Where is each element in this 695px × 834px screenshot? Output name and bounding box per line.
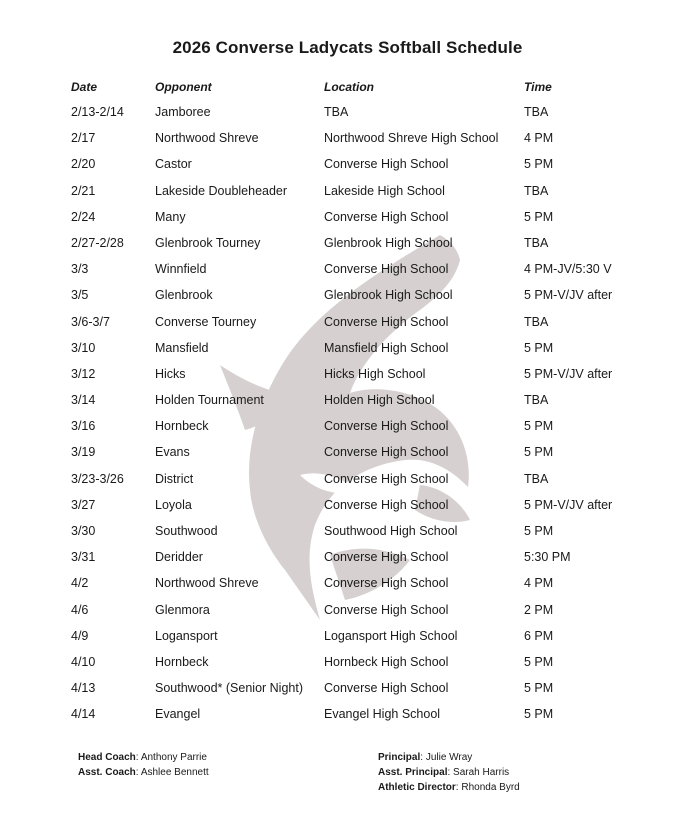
cell-opponent: Holden Tournament xyxy=(155,393,264,408)
staff-line: Asst. Coach: Ashlee Bennett xyxy=(78,767,209,778)
cell-date: 4/6 xyxy=(71,602,89,617)
cell-location: Converse High School xyxy=(324,681,449,696)
table-row xyxy=(0,445,695,471)
cell-location: Converse High School xyxy=(324,471,449,486)
cell-location: Lakeside High School xyxy=(324,183,445,198)
cell-location: Northwood Shreve High School xyxy=(324,131,499,146)
table-row xyxy=(0,655,695,681)
cell-opponent: Glenbrook xyxy=(155,288,213,303)
table-row xyxy=(0,576,695,602)
cell-date: 3/23-3/26 xyxy=(71,471,124,486)
cell-opponent: Converse Tourney xyxy=(155,314,257,329)
cell-opponent: Glenmora xyxy=(155,602,210,617)
cell-time: 5:30 PM xyxy=(524,550,571,565)
cell-opponent: Mansfield xyxy=(155,340,209,355)
cell-location: Converse High School xyxy=(324,445,449,460)
cell-time: 4 PM-JV/5:30 V xyxy=(524,262,612,277)
cell-time: TBA xyxy=(524,314,549,329)
staff-line: Principal: Julie Wray xyxy=(378,752,473,763)
header-time: Time xyxy=(524,80,552,94)
cell-time: TBA xyxy=(524,393,549,408)
schedule-table xyxy=(0,105,695,734)
cell-date: 2/24 xyxy=(71,209,96,224)
table-row xyxy=(0,236,695,262)
staff-line: Head Coach: Anthony Parrie xyxy=(78,752,207,763)
cell-time: TBA xyxy=(524,105,549,119)
cell-time: 5 PM-V/JV after xyxy=(524,497,613,512)
cell-date: 3/5 xyxy=(71,288,89,303)
cell-date: 3/10 xyxy=(71,340,96,355)
header-location: Location xyxy=(324,80,374,94)
schedule-header-row xyxy=(0,80,695,96)
table-row xyxy=(0,603,695,629)
cell-date: 2/13-2/14 xyxy=(71,105,124,119)
cell-date: 4/2 xyxy=(71,576,89,591)
cell-date: 3/16 xyxy=(71,419,96,434)
cell-date: 2/17 xyxy=(71,131,96,146)
table-row xyxy=(0,629,695,655)
cell-location: Converse High School xyxy=(324,419,449,434)
cell-opponent: Hornbeck xyxy=(155,419,209,434)
cell-time: 5 PM-V/JV after xyxy=(524,366,613,381)
cell-date: 3/6-3/7 xyxy=(71,314,110,329)
cell-opponent: Castor xyxy=(155,157,192,172)
cell-time: 6 PM xyxy=(524,628,554,643)
cell-date: 3/30 xyxy=(71,524,96,538)
coaching-staff xyxy=(78,750,209,780)
cell-location: Hornbeck High School xyxy=(324,654,449,669)
cell-opponent: District xyxy=(155,471,194,486)
table-row xyxy=(0,210,695,236)
cell-date: 4/9 xyxy=(71,628,89,643)
cell-opponent: Glenbrook Tourney xyxy=(155,235,261,250)
cell-opponent: Winnfield xyxy=(155,262,207,277)
cell-location: Converse High School xyxy=(324,209,449,224)
cell-time: 5 PM-V/JV after xyxy=(524,288,613,303)
table-row xyxy=(0,393,695,419)
table-row xyxy=(0,419,695,445)
table-row xyxy=(0,157,695,183)
cell-date: 3/19 xyxy=(71,445,96,460)
staff-line: Asst. Principal: Sarah Harris xyxy=(378,767,510,778)
cell-date: 2/20 xyxy=(71,157,96,172)
cell-time: 5 PM xyxy=(524,681,554,696)
cell-location: Converse High School xyxy=(324,497,449,512)
table-row xyxy=(0,184,695,210)
cell-location: Hicks High School xyxy=(324,366,426,381)
cell-location: Glenbrook High School xyxy=(324,288,453,303)
cell-time: 5 PM xyxy=(524,445,554,460)
cell-date: 3/12 xyxy=(71,366,96,381)
cell-date: 2/21 xyxy=(71,183,96,198)
cell-opponent: Many xyxy=(155,209,186,224)
table-row xyxy=(0,707,695,733)
cell-time: 5 PM xyxy=(524,340,554,355)
cell-location: Glenbrook High School xyxy=(324,235,453,250)
cell-opponent: Logansport xyxy=(155,628,218,643)
cell-time: TBA xyxy=(524,471,549,486)
header-opponent: Opponent xyxy=(155,80,212,94)
table-row xyxy=(0,288,695,314)
table-row xyxy=(0,315,695,341)
cell-opponent: Deridder xyxy=(155,550,203,565)
table-row xyxy=(0,524,695,550)
cell-date: 2/27-2/28 xyxy=(71,235,124,250)
cell-time: 4 PM xyxy=(524,131,554,146)
cell-opponent: Southwood* (Senior Night) xyxy=(155,681,303,696)
cell-opponent: Evans xyxy=(155,445,190,460)
administration-staff xyxy=(378,750,520,795)
cell-opponent: Lakeside Doubleheader xyxy=(155,183,288,198)
cell-location: Converse High School xyxy=(324,314,449,329)
cell-location: TBA xyxy=(324,105,349,119)
cell-opponent: Hicks xyxy=(155,366,186,381)
cell-opponent: Northwood Shreve xyxy=(155,576,259,591)
cell-date: 4/14 xyxy=(71,707,96,722)
cell-time: TBA xyxy=(524,235,549,250)
cell-opponent: Southwood xyxy=(155,524,218,538)
cell-time: 4 PM xyxy=(524,576,554,591)
table-row xyxy=(0,131,695,157)
cell-opponent: Jamboree xyxy=(155,105,211,119)
cell-time: 5 PM xyxy=(524,524,554,538)
cell-opponent: Loyola xyxy=(155,497,192,512)
cell-location: Southwood High School xyxy=(324,524,458,538)
cell-date: 3/27 xyxy=(71,497,96,512)
cell-opponent: Evangel xyxy=(155,707,201,722)
cell-opponent: Northwood Shreve xyxy=(155,131,259,146)
cell-location: Logansport High School xyxy=(324,628,458,643)
table-row xyxy=(0,498,695,524)
cell-date: 3/3 xyxy=(71,262,89,277)
table-row xyxy=(0,262,695,288)
cell-time: 2 PM xyxy=(524,602,554,617)
table-row xyxy=(0,367,695,393)
cell-time: 5 PM xyxy=(524,209,554,224)
cell-location: Converse High School xyxy=(324,157,449,172)
cell-date: 4/13 xyxy=(71,681,96,696)
table-row xyxy=(0,341,695,367)
cell-location: Converse High School xyxy=(324,576,449,591)
page-title: 2026 Converse Ladycats Softball Schedule xyxy=(172,38,523,57)
table-row xyxy=(0,472,695,498)
cell-time: TBA xyxy=(524,183,549,198)
cell-date: 4/10 xyxy=(71,654,96,669)
cell-location: Converse High School xyxy=(324,262,449,277)
cell-opponent: Hornbeck xyxy=(155,654,209,669)
cell-location: Evangel High School xyxy=(324,707,441,722)
table-row xyxy=(0,105,695,131)
header-date: Date xyxy=(71,80,98,94)
cell-time: 5 PM xyxy=(524,707,554,722)
staff-line: Athletic Director: Rhonda Byrd xyxy=(378,782,520,793)
table-row xyxy=(0,550,695,576)
cell-location: Mansfield High School xyxy=(324,340,449,355)
cell-location: Holden High School xyxy=(324,393,435,408)
cell-date: 3/14 xyxy=(71,393,96,408)
cell-location: Converse High School xyxy=(324,550,449,565)
cell-time: 5 PM xyxy=(524,157,554,172)
cell-time: 5 PM xyxy=(524,654,554,669)
cell-time: 5 PM xyxy=(524,419,554,434)
cell-date: 3/31 xyxy=(71,550,96,565)
cell-location: Converse High School xyxy=(324,602,449,617)
table-row xyxy=(0,681,695,707)
